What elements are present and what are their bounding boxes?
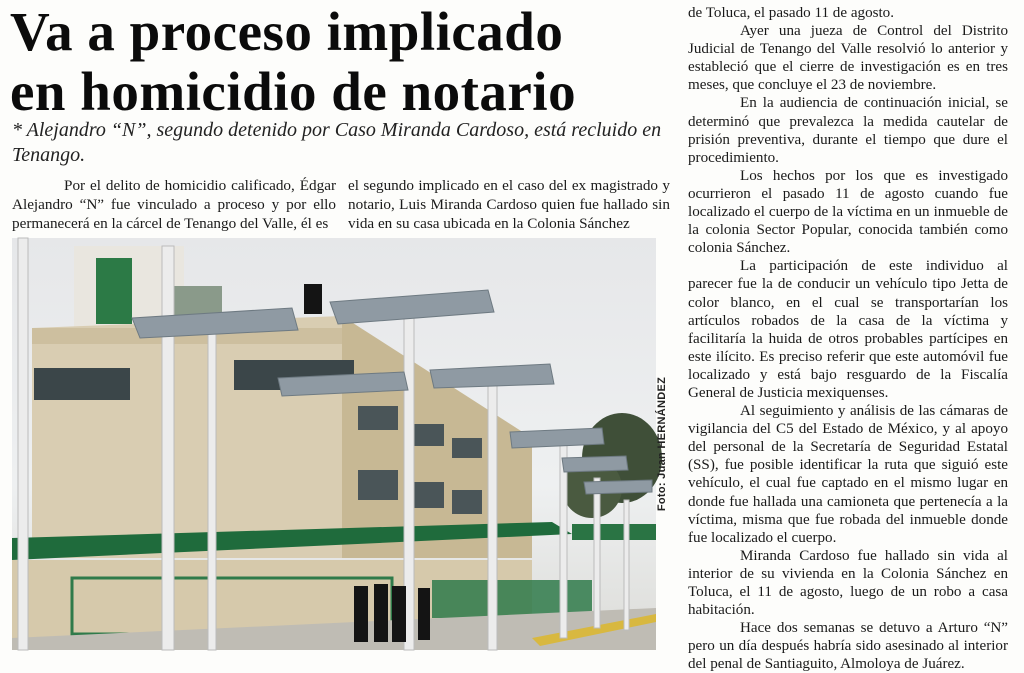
window [452, 438, 482, 458]
paragraph: Al seguimiento y análisis de las cámaras de vigilancia del C5 del Estado de México, y al apoyo del personal de la Secretaría de Seguridad Estatal (SS), fue posible identificar la ruta que siguió este vehículo, el cual fue captado en el mismo lugar en donde fue hallada una camioneta que pertenecía a la víctima, misma que fue robada del inmueble donde fue localizado el cuerpo. [688, 403, 1008, 546]
photo-credit-area [656, 238, 676, 650]
window [358, 406, 398, 430]
paragraph: de Toluca, el pasado 11 de agosto. [688, 5, 895, 21]
prison-building-illustration [12, 238, 656, 650]
window [358, 470, 398, 500]
body-column-1 [12, 176, 336, 233]
window [34, 368, 130, 400]
paragraph: Ayer una jueza de Control del Distrito Judicial de Tenango del Valle resolvió lo anterior y estableció que el cierre de investigación es en tres meses, que concluye el 23 de noviembre. [688, 23, 1008, 94]
paragraph: Hace dos semanas se detuvo a Arturo “N” pero un día después habría sido asesinado al interior del penal de Santiaguito, Almoloya de Juárez. [688, 620, 1008, 673]
paragraph: En la audiencia de continuación inicial, se determinó que prevalezca la medida cautelar de prisión preventiva, durante el tiempo que dure el procedimiento. [688, 95, 1008, 166]
green-canopy [572, 524, 656, 540]
prison-photo [12, 238, 656, 650]
rooftop-structure [172, 286, 222, 316]
green-door [96, 258, 132, 324]
paragraph: Por el delito de homicidio calificado, Édgar Alejandro “N” fue vinculado a proceso y por ello permanecerá en la cárcel de Tenango del Valle, él es [12, 177, 336, 232]
headline-line-1: Va a proceso implicado [10, 1, 564, 62]
paragraph: el segundo implicado en el caso del ex magistrado y notario, Luis Miranda Cardoso quien fue hallado sin vida en su casa ubicada en la Colonia Sánchez [348, 177, 670, 232]
body-column-2 [348, 176, 670, 233]
paragraph: Miranda Cardoso fue hallado sin vida al interior de su vivienda en la Colonia Sánchez en Toluca, el 11 de agosto, luego de un robo a casa habitación. [688, 547, 1008, 619]
paragraph: La participación de este individuo al parecer fue la de conducir un vehículo tipo Jetta de color blanco, en el cual se transportarían los artículos robados de la casa de la víctima y facilitaría la huida de otros probables partícipes en este ilícito. Es preciso referir que este automóvil fue localizado y está bajo resguardo de la Fiscalía General de Justicia mexiquenses. [688, 258, 1008, 401]
photo-credit: Foto: Juan HERNÁNDEZ [656, 376, 668, 512]
window [452, 490, 482, 514]
headline-line-2: en homicidio de notario [10, 61, 577, 122]
paragraph: Los hechos por los que es investigado ocurrieron el pasado 11 de agosto cuando fue localizado el cuerpo de la víctima en un inmueble de la colonia Sector Popular, conocida también como colonia Sánchez. [688, 167, 1008, 257]
headline [10, 2, 680, 122]
subheadline: * Alejandro “N”, segundo detenido por Caso Miranda Cardoso, está recluido en Tenango. [12, 119, 662, 166]
body-column-3 [688, 4, 1008, 673]
